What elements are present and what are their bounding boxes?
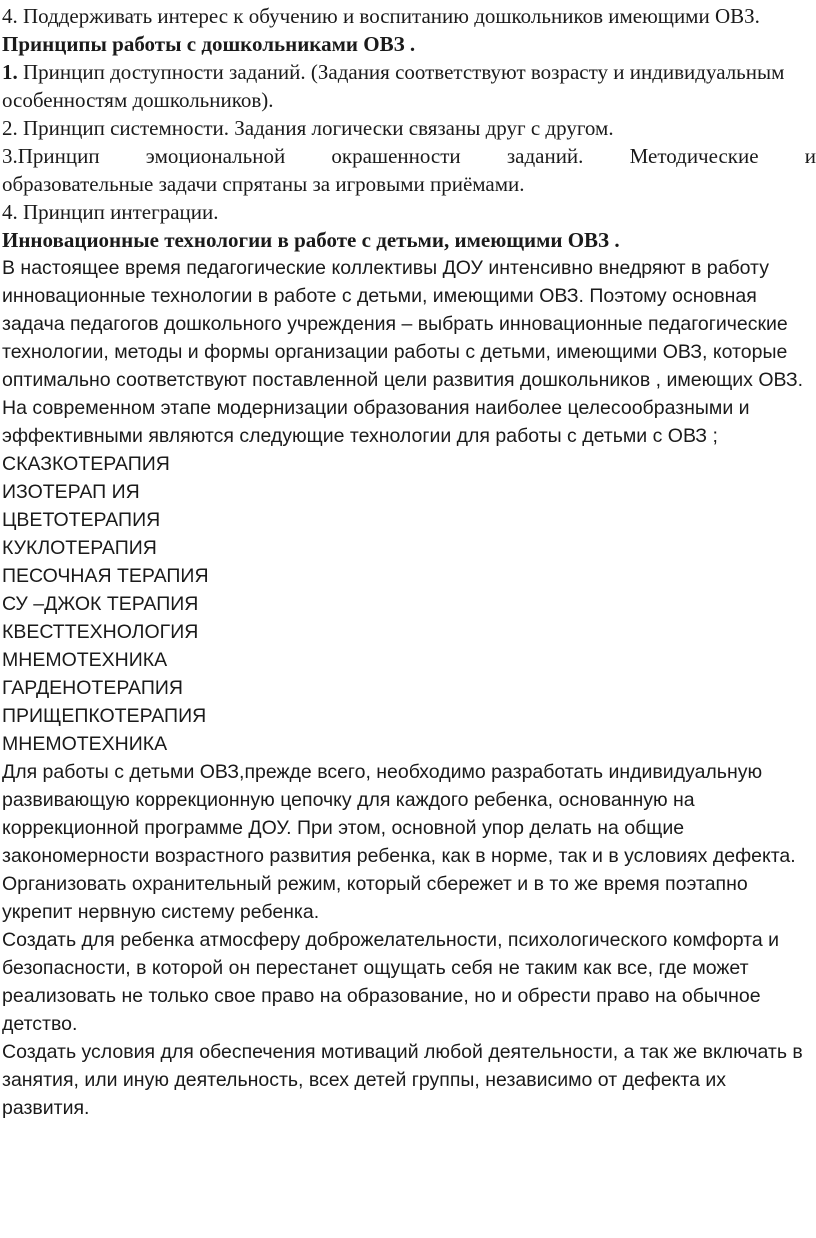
technology-item: ЦВЕТОТЕРАПИЯ [2, 509, 161, 531]
work-paragraph-3: Создать для ребенка атмосферу доброжелательности, психологического комфорта и безопасности, в которой он перестанет ощущать себя не таким как все, где может реализовать не только свое право на образование, но и обрести право на обычное детство. [2, 929, 779, 1035]
innovation-paragraph-2: На современном этапе модернизации образования наиболее целесообразными и эффективными являются следующие технологии для работы с детьми с ОВЗ ; [2, 397, 750, 447]
technology-item: КВЕСТТЕХНОЛОГИЯ [2, 621, 199, 643]
technology-item: ГАРДЕНОТЕРАПИЯ [2, 677, 183, 699]
principle-2: 2. Принцип системности. Задания логически связаны друг с другом. [2, 116, 614, 140]
work-paragraph-4: Создать условия для обеспечения мотиваций любой деятельности, а так же включать в занятия, или иную деятельность, всех детей группы, независимо от дефекта их развития. [2, 1041, 803, 1119]
principles-heading: Принципы работы с дошкольниками ОВЗ . [2, 32, 416, 56]
work-paragraph-2: Организовать охранительный режим, который сбережет и в то же время поэтапно укрепит нервную систему ребенка. [2, 873, 748, 923]
technology-item: ПРИЩЕПКОТЕРАПИЯ [2, 705, 207, 727]
principle-1-number: 1. [2, 60, 18, 84]
principle-1-text: Принцип доступности заданий. (Задания соответствуют возрасту и индивидуальным особенностям дошкольников). [2, 60, 785, 112]
technologies-list [2, 450, 816, 758]
technology-item: СУ –ДЖОК ТЕРАПИЯ [2, 593, 199, 615]
principle-3-line-1: 3.Принцип эмоциональной окрашенности заданий. Методические и [2, 144, 816, 168]
technology-item: МНЕМОТЕХНИКА [2, 649, 168, 671]
work-paragraph-1: Для работы с детьми ОВЗ,прежде всего, необходимо разработать индивидуальную развивающую коррекционную цепочку для каждого ребенка, основанную на коррекционной программе ДОУ. При этом, основной упор делать на общие закономерности возрастного развития ребенка, как в норме, так и в условиях дефекта. [2, 761, 796, 867]
principle-3-line-2: образовательные задачи спрятаны за игровыми приёмами. [2, 172, 525, 196]
goal-4-paragraph: 4. Поддерживать интерес к обучению и воспитанию дошкольников имеющими ОВЗ. [2, 4, 760, 28]
innovation-heading: Инновационные технологии в работе с детьми, имеющими ОВЗ . [2, 228, 620, 252]
technology-item: ИЗОТЕРАП ИЯ [2, 481, 140, 503]
principle-4: 4. Принцип интеграции. [2, 200, 219, 224]
technology-item: КУКЛОТЕРАПИЯ [2, 537, 157, 559]
technology-item: СКАЗКОТЕРАПИЯ [2, 453, 170, 475]
principle-1 [2, 58, 816, 114]
technology-item: ПЕСОЧНАЯ ТЕРАПИЯ [2, 565, 209, 587]
technology-item: МНЕМОТЕХНИКА [2, 733, 168, 755]
innovation-paragraph-1: В настоящее время педагогические коллективы ДОУ интенсивно внедряют в работу инновационные технологии в работе с детьми, имеющими ОВЗ. Поэтому основная задача педагогов дошкольного учреждения – выбрать инновационные педагогические технологии, методы и формы организации работы с детьми, имеющими ОВЗ, которые оптимально соответствуют поставленной цели развития дошкольников , имеющих ОВЗ. [2, 257, 804, 391]
